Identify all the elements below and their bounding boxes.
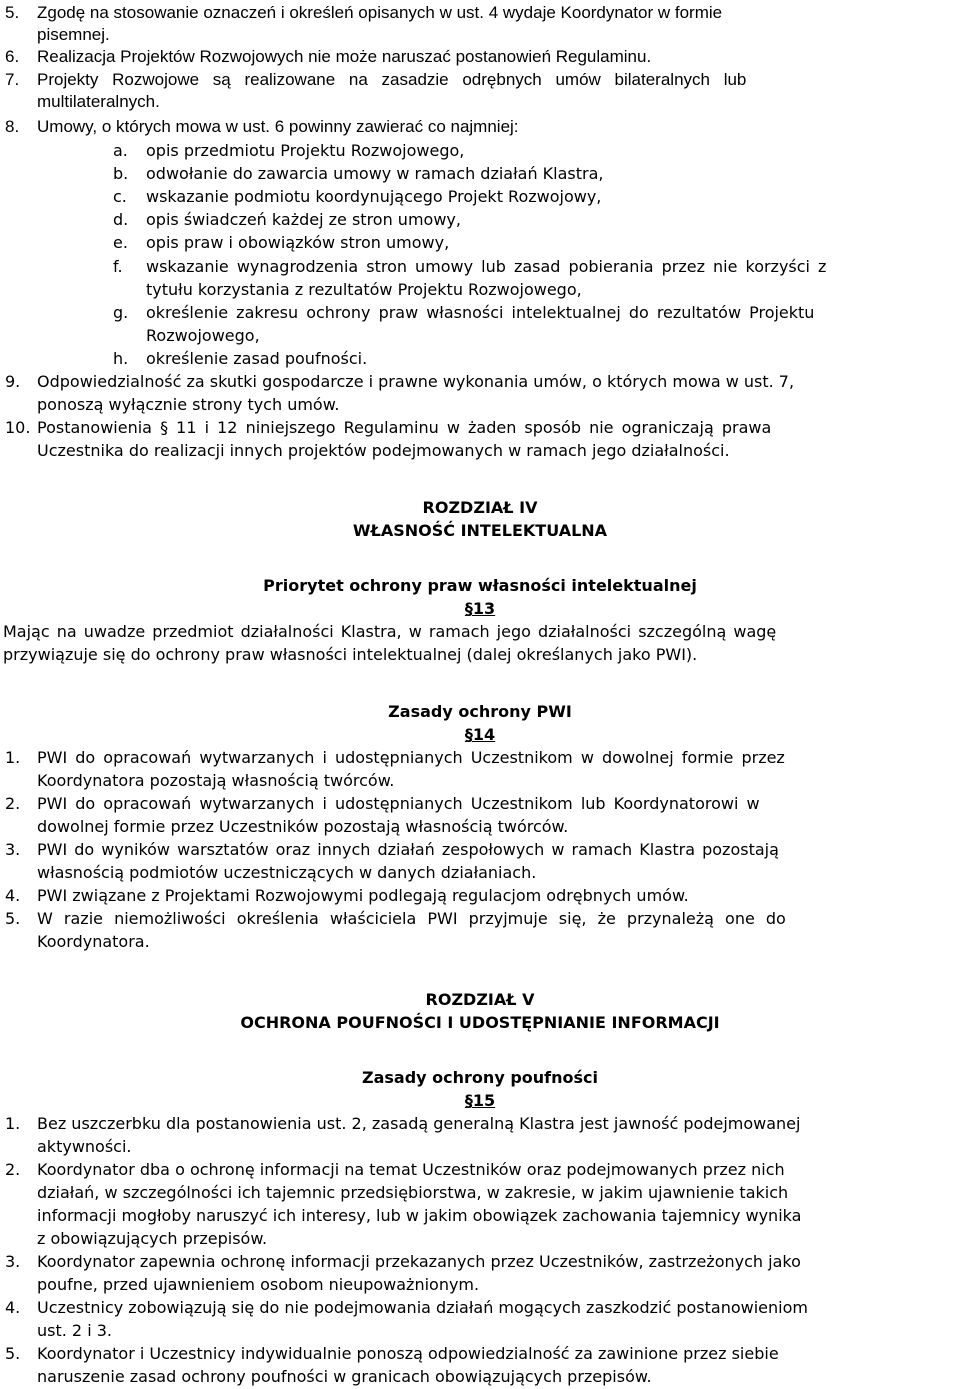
chapter-subtitle: OCHRONA POUFNOŚCI I UDOSTĘPNIANIE INFORMACJI bbox=[240, 1013, 720, 1032]
item-number: 2. bbox=[5, 794, 21, 813]
item-number: 5. bbox=[5, 3, 20, 22]
subitem-letter: e. bbox=[113, 233, 128, 252]
subitem-text: opis świadczeń każdej ze stron umowy, bbox=[146, 210, 461, 229]
item-number: 1. bbox=[5, 748, 21, 767]
item-text-line: Uczestnicy zobowiązują się do nie podejmowania działań mogących zaszkodzić postanowieniom bbox=[37, 1298, 808, 1317]
item-number: 6. bbox=[5, 47, 20, 66]
item-text-line: naruszenie zasad ochrony poufności w granicach obowiązujących przepisów. bbox=[37, 1367, 652, 1386]
item-number: 7. bbox=[5, 70, 20, 89]
paragraph-sign: §15 bbox=[464, 1091, 496, 1110]
item-text-line: Koordynatora. bbox=[37, 932, 150, 951]
item-text-line: Postanowienia § 11 i 12 niniejszego Regulaminu w żaden sposób nie ograniczają prawa bbox=[37, 418, 772, 437]
item-number: 5. bbox=[5, 909, 21, 928]
item-number: 8. bbox=[5, 117, 20, 136]
subitem-text: określenie zakresu ochrony praw własności intelektualnej do rezultatów Projektu bbox=[146, 303, 815, 322]
item-text-line: ust. 2 i 3. bbox=[37, 1321, 112, 1340]
section-heading: Zasady ochrony poufności bbox=[362, 1068, 598, 1087]
subitem-letter: c. bbox=[113, 187, 127, 206]
item-text-line: PWI związane z Projektami Rozwojowymi podlegają regulacjom odrębnych umów. bbox=[37, 886, 689, 905]
subitem-text: określenie zasad poufności. bbox=[146, 349, 368, 368]
subitem-letter: f. bbox=[113, 257, 123, 276]
item-text-line: Koordynatora pozostają własnością twórców. bbox=[37, 771, 395, 790]
item-text-line: PWI do wyników warsztatów oraz innych działań zespołowych w ramach Klastra pozostają bbox=[37, 840, 779, 859]
section-heading: Priorytet ochrony praw własności intelektualnej bbox=[263, 576, 697, 595]
subitem-text: wskazanie wynagrodzenia stron umowy lub zasad pobierania przez nie korzyści z bbox=[146, 257, 827, 276]
item-number: 3. bbox=[5, 1252, 21, 1271]
item-text-line: Odpowiedzialność za skutki gospodarcze i prawne wykonania umów, o których mowa w ust. 7, bbox=[37, 372, 795, 391]
section-text-line: przywiązuje się do ochrony praw własności intelektualnej (dalej określanych jako PWI). bbox=[3, 645, 698, 664]
subitem-letter: h. bbox=[113, 349, 129, 368]
chapter-title: ROZDZIAŁ V bbox=[425, 990, 535, 1009]
item-text-line: W razie niemożliwości określenia właściciela PWI przyjmuje się, że przynależą one do bbox=[37, 909, 786, 928]
paragraph-sign: §13 bbox=[464, 599, 496, 618]
item-number: 4. bbox=[5, 886, 21, 905]
item-text-line: pisemnej. bbox=[37, 25, 110, 44]
item-text-line: własnością podmiotów uczestniczących w danych działaniach. bbox=[37, 863, 537, 882]
item-text-line: Realizacja Projektów Rozwojowych nie może naruszać postanowień Regulaminu. bbox=[37, 47, 652, 66]
subitem-letter: a. bbox=[113, 141, 128, 160]
subitem-text: Rozwojowego, bbox=[146, 326, 260, 345]
item-number: 9. bbox=[5, 372, 21, 391]
item-text-line: poufne, przed ujawnieniem osobom nieupoważnionym. bbox=[37, 1275, 480, 1294]
item-text-line: aktywności. bbox=[37, 1137, 132, 1156]
item-text-line: Koordynator i Uczestnicy indywidualnie ponoszą odpowiedzialność za zawinione przez siebie bbox=[37, 1344, 779, 1363]
item-number: 5. bbox=[5, 1344, 21, 1363]
item-number: 10. bbox=[5, 418, 31, 437]
chapter-title: ROZDZIAŁ IV bbox=[422, 498, 538, 517]
item-number: 3. bbox=[5, 840, 21, 859]
item-text-line: PWI do opracowań wytwarzanych i udostępnianych Uczestnikom w dowolnej formie przez bbox=[37, 748, 785, 767]
item-text-line: dowolnej formie przez Uczestników pozostają własnością twórców. bbox=[37, 817, 569, 836]
subitem-letter: b. bbox=[113, 164, 129, 183]
item-text-line: Koordynator zapewnia ochronę informacji przekazanych przez Uczestników, zastrzeżonych jako bbox=[37, 1252, 801, 1271]
chapter-subtitle: WŁASNOŚĆ INTELEKTUALNA bbox=[352, 521, 608, 540]
item-text-line: z obowiązujących przepisów. bbox=[37, 1229, 268, 1248]
subitem-text: opis przedmiotu Projektu Rozwojowego, bbox=[146, 141, 465, 160]
item-text-line: Zgodę na stosowanie oznaczeń i określeń opisanych w ust. 4 wydaje Koordynator w formie bbox=[37, 3, 723, 22]
section-text-line: Mając na uwadze przedmiot działalności Klastra, w ramach jego działalności szczególną wagę bbox=[3, 622, 777, 641]
item-text-line: Koordynator dba o ochronę informacji na temat Uczestników oraz podejmowanych przez nich bbox=[37, 1160, 785, 1179]
item-number: 1. bbox=[5, 1114, 21, 1133]
subitem-letter: d. bbox=[113, 210, 129, 229]
item-text-line: multilateralnych. bbox=[37, 92, 160, 111]
subitem-text: wskazanie podmiotu koordynującego Projekt Rozwojowy, bbox=[146, 187, 602, 206]
item-text-line: informacji mogłoby naruszyć ich interesy, lub w jakim obowiązek zachowania tajemnicy wynika bbox=[37, 1206, 802, 1225]
item-text-line: Bez uszczerbku dla postanowienia ust. 2, zasadą generalną Klastra jest jawność podejmowanej bbox=[37, 1114, 801, 1133]
item-text-line: ponoszą wyłącznie strony tych umów. bbox=[37, 395, 340, 414]
item-text-line: Uczestnika do realizacji innych projektów podejmowanych w ramach jego działalności. bbox=[37, 441, 730, 460]
item-text-line: działań, w szczególności ich tajemnic przedsiębiorstwa, w zakresie, w jakim ujawnienie takich bbox=[37, 1183, 789, 1202]
item-text-line: Projekty Rozwojowe są realizowane na zasadzie odrębnych umów bilateralnych lub bbox=[37, 70, 747, 89]
subitem-letter: g. bbox=[113, 303, 129, 322]
item-text-line: PWI do opracowań wytwarzanych i udostępnianych Uczestnikom lub Koordynatorowi w bbox=[37, 794, 760, 813]
subitem-text: odwołanie do zawarcia umowy w ramach działań Klastra, bbox=[146, 164, 604, 183]
section-heading: Zasady ochrony PWI bbox=[388, 702, 572, 721]
item-number: 4. bbox=[5, 1298, 21, 1317]
subitem-text: opis praw i obowiązków stron umowy, bbox=[146, 233, 450, 252]
subitem-text: tytułu korzystania z rezultatów Projektu Rozwojowego, bbox=[146, 280, 582, 299]
paragraph-sign: §14 bbox=[464, 725, 496, 744]
item-number: 2. bbox=[5, 1160, 21, 1179]
item-text-line: Umowy, o których mowa w ust. 6 powinny zawierać co najmniej: bbox=[37, 117, 519, 136]
